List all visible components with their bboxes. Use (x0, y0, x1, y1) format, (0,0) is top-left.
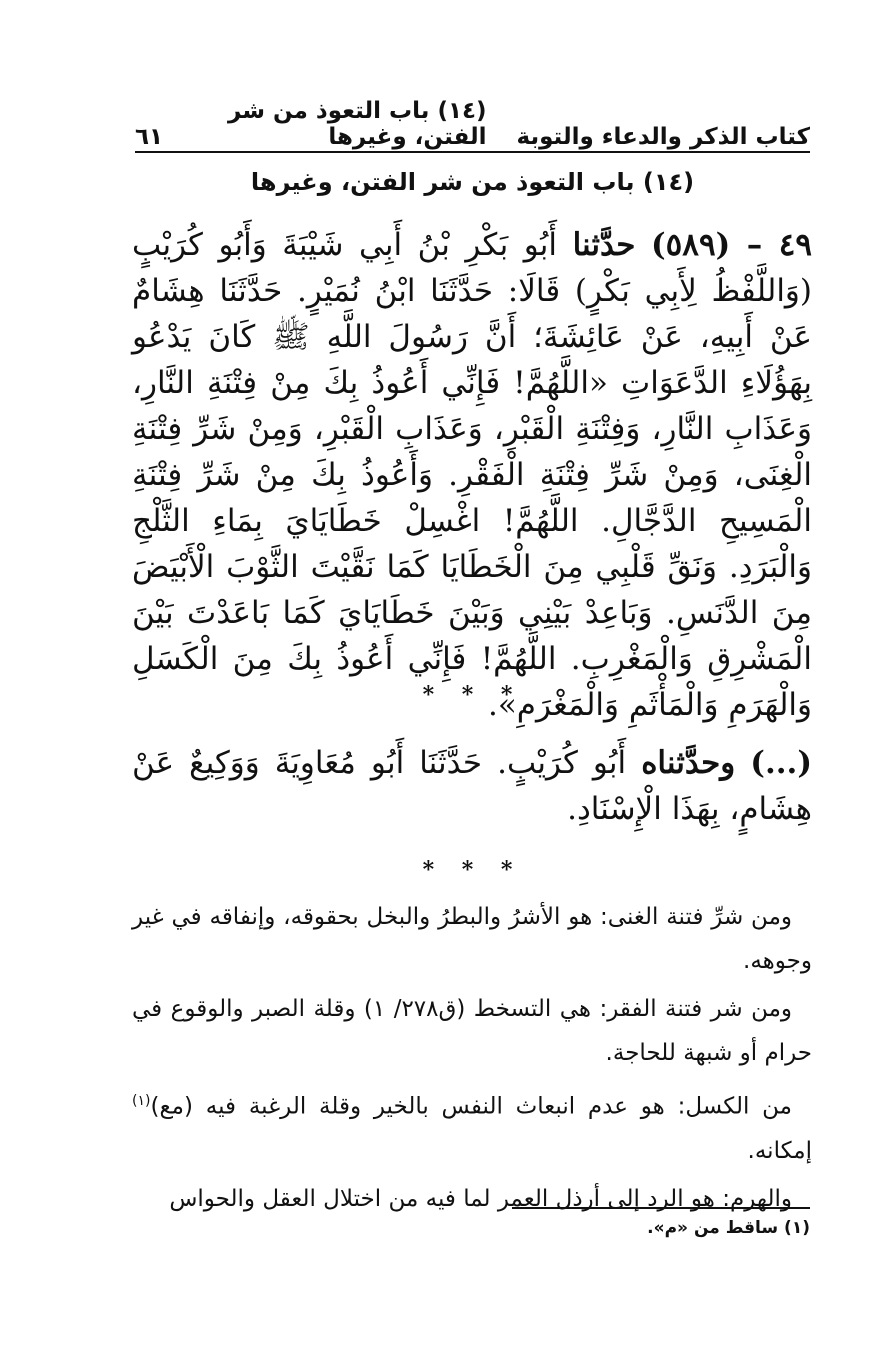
commentary-text: ومن شرِّ فتنة الغنى: هو الأشرُ والبطرُ والبخل بحقوقه، وإنفاقه في غير وجوهه. (132, 904, 812, 974)
section-separator: * * * (422, 857, 523, 883)
commentary-paragraph (132, 987, 812, 1075)
header-book-title: كتاب الذكر والدعاء والتوبة (516, 124, 810, 150)
footnote-marker: (١) (132, 1093, 151, 1109)
chain-text: أَبُو كُرَيْبٍ. حَدَّثَنَا أَبُو مُعَاوِيَةَ وَوَكِيعٌ عَنْ هِشَامٍ، بِهَذَا الْإِسْنَادِ. (132, 745, 812, 827)
footnote: (١) ساقط من «م». (647, 1218, 810, 1238)
hadith-lead: حدَّثنا (572, 227, 636, 263)
chapter-title: (١٤) باب التعوذ من شر الفتن، وغيرها (250, 168, 695, 196)
header-rule (135, 151, 810, 153)
commentary-paragraph (132, 1177, 812, 1221)
commentary-text: والهرم: هو الرد إلى أرذل العمر لما فيه من اختلال العقل والحواس (169, 1185, 792, 1212)
commentary-paragraph (132, 1079, 812, 1173)
page-number: ٦١ (135, 124, 164, 150)
header-chapter-title: (١٤) باب التعوذ من شر الفتن، وغيرها (228, 98, 487, 150)
commentary-text: ومن شر فتنة الفقر: هي التسخط (ق٢٧٨/ ١) وقلة الصبر والوقوع في حرام أو شبهة للحاجة. (132, 996, 812, 1066)
commentary-text: من الكسل: هو عدم انبعاث النفس بالخير وقلة الرغبة فيه (مع) (150, 1093, 792, 1120)
hadith-number: ٤٩ – (٥٨٩) (650, 227, 812, 263)
commentary-text: إمكانه. (747, 1137, 812, 1164)
chain-number: (...) (750, 745, 813, 781)
commentary-paragraph (132, 895, 812, 983)
hadith-49 (132, 222, 812, 728)
section-separator: * * * (422, 682, 523, 708)
hadith-text: أَبُو بَكْرِ بْنُ أَبِي شَيْبَةَ وَأَبُو كُرَيْبٍ (وَاللَّفْظُ لِأَبِي بَكْرٍ) قَالَا: حَدَّثَنَا ابْنُ نُمَيْرٍ. حَدَّثَنَا هِشَامٌ عَنْ أَبِيهِ، عَنْ عَائِشَةَ؛ أَنَّ رَسُولَ اللَّهِ ﷺ كَانَ يَدْعُو بِهَؤُلَاءِ الدَّعَوَاتِ «اللَّهُمَّ! فَإِنِّي أَعُوذُ بِكَ مِنْ فِتْنَةِ النَّارِ، وَعَذَابِ النَّارِ، وَفِتْنَةِ الْقَبْرِ، وَعَذَابِ الْقَبْرِ، وَمِنْ شَرِّ فِتْنَةِ الْغِنَى، وَمِنْ شَرِّ فِتْنَةِ الْفَقْرِ. وَأَعُوذُ بِكَ مِنْ شَرِّ فِتْنَةِ الْمَسِيحِ الدَّجَّالِ. اللَّهُمَّ! اغْسِلْ خَطَايَايَ بِمَاءِ الثَّلْجِ وَالْبَرَدِ. وَنَقِّ قَلْبِي مِنَ الْخَطَايَا كَمَا نَقَّيْتَ الثَّوْبَ الْأَبْيَضَ مِنَ الدَّنَسِ. وَبَاعِدْ بَيْنِي وَبَيْنَ خَطَايَايَ كَمَا بَاعَدْتَ بَيْنَ الْمَشْرِقِ وَالْمَغْرِبِ. اللَّهُمَّ! فَإِنِّي أَعُوذُ بِكَ مِنَ الْكَسَلِ وَالْهَرَمِ وَالْمَأْثَمِ وَالْمَغْرَمِ». (132, 227, 812, 723)
hadith-chain (132, 740, 812, 832)
running-header (135, 98, 810, 150)
footnote-rule (512, 1207, 810, 1209)
chain-lead: وحدَّثناه (641, 745, 736, 781)
commentary (132, 895, 812, 1225)
